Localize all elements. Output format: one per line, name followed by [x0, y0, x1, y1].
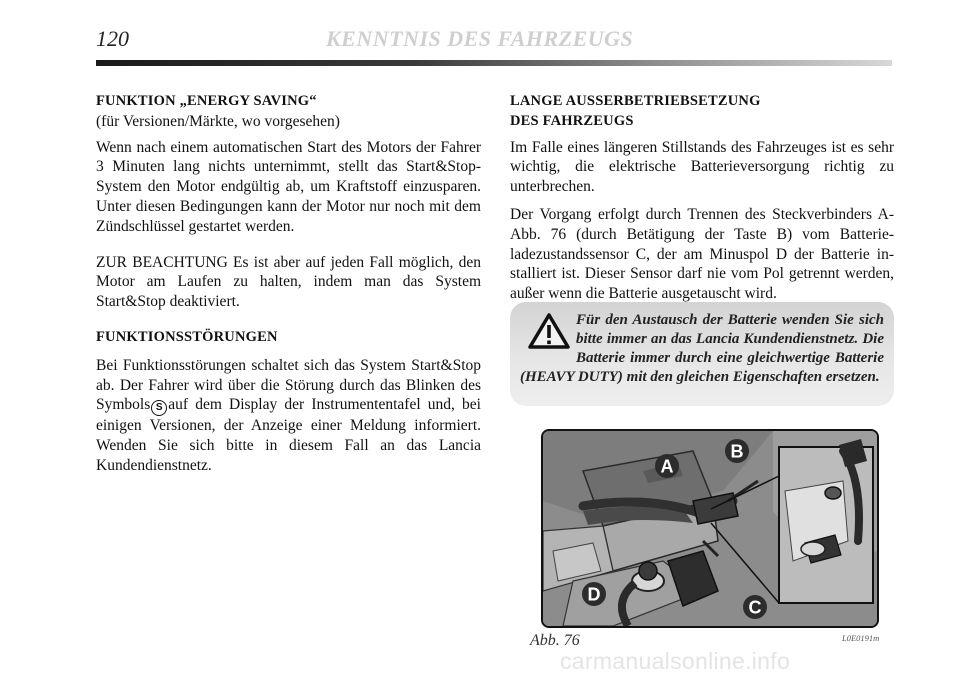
figure-label-b — [725, 439, 749, 463]
warning-text: Für den Austausch der Batterie wenden Sie sich bitte immer an das Lancia Kundendienstnetz. Die Batterie immer durch eine gleichwertige Batterie (HEAVY DUTY) mit den gleichen Eigenschaften ersetzen. — [520, 312, 884, 385]
battery-figure — [541, 429, 879, 628]
figure-label-a-text: A — [660, 456, 674, 477]
malfunction-heading: FUNKTIONSSTÖRUNGEN — [96, 328, 278, 345]
figure-label-b-text: B — [730, 441, 744, 462]
left-column — [96, 92, 481, 476]
storage-paragraph-2: Der Vorgang erfolgt durch Trennen des Steckverbinders A-Abb. 76 (durch Betätigung der Taste B) vom Batterieladezustandssensor C, der am Minuspol D der Batterie installiert ist. Dieser Sensor darf nie vom Pol getrennt werden, außer wenn die Batterie ausgetauscht wird. — [510, 205, 894, 303]
start-stop-warning-icon: S — [151, 400, 167, 416]
figure-label-a — [655, 454, 679, 478]
storage-heading-line1: LANGE AUSSERBETRIEBSETZUNG — [510, 93, 761, 109]
running-title: KENNTNIS DES FAHRZEUGS — [326, 26, 634, 51]
figure-caption: Abb. 76 — [530, 632, 580, 649]
malfunction-text-before: Bei Funktionsstörungen schaltet sich das System Start&Stop ab. Der Fahrer wird über die Störung durch das Blinken des Symbols — [96, 356, 481, 414]
energy-saving-subtitle: (für Versionen/Märkte, wo vorgesehen) — [96, 112, 340, 130]
energy-saving-paragraph: Wenn nach einem automatischen Start des Motors der Fahrer 3 Minuten lang nichts unternimmt, stellt das Start&Stop-System den Motor endgültig ab, um Kraftstoff einzusparen. Unter diesen Bedingungen kann der Motor nur noch mit dem Zündschlüssel gestartet werden. — [96, 138, 481, 235]
battery-illustration — [543, 431, 877, 626]
figure-label-d — [582, 582, 606, 606]
page-number: 120 — [96, 26, 129, 51]
malfunction-text-after: auf dem Display der Instrumententafel und, bei einigen Versionen, der Anzeige einer Meldung informiert. Wenden Sie sich bitte in diesem Fall an das Lancia Kundendienstnetz. — [96, 396, 481, 474]
figure-code: L0E0191m — [842, 633, 880, 643]
warning-text-wrap — [520, 311, 884, 387]
figure-label-c-text: C — [748, 597, 762, 618]
note-paragraph: ZUR BEACHTUNG Es ist aber auf jeden Fall möglich, den Motor am Laufen zu halten, indem man das System Start&Stop deaktiviert. — [96, 253, 481, 311]
warning-box — [510, 302, 894, 406]
figure-label-c — [743, 595, 767, 619]
malfunction-paragraph — [96, 356, 481, 476]
storage-heading-line2: DES FAHRZEUGS — [510, 112, 634, 129]
energy-saving-heading: FUNKTION „ENERGY SAVING“ — [96, 93, 317, 109]
watermark: carmanualsonline.info — [560, 648, 791, 674]
storage-paragraph-1: Im Falle eines längeren Stillstands des Fahrzeuges ist es sehr wichtig, die elektrische Batterieversorgung richtig zu unterbrechen. — [510, 138, 894, 196]
header-rule — [96, 60, 892, 66]
right-column — [510, 92, 894, 304]
figure-label-d-text: D — [587, 584, 601, 605]
